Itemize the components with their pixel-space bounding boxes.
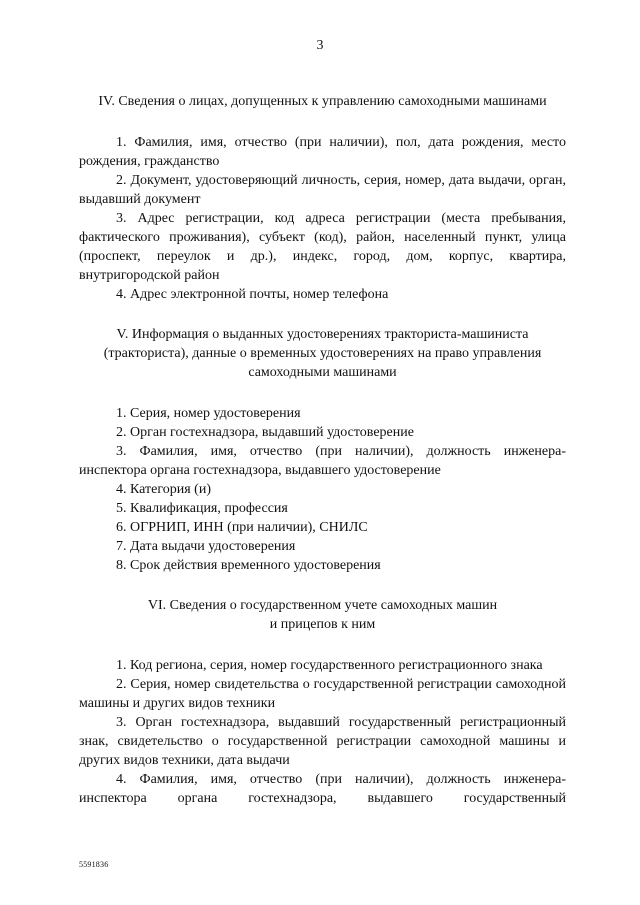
list-item: 1. Код региона, серия, номер государственного регистрационного знака xyxy=(116,658,543,673)
section-heading-line: (тракториста), данные о временных удостоверениях на право управления xyxy=(103,346,542,361)
list-item: 5. Квалификация, профессия xyxy=(116,501,288,516)
section-heading-line: IV. Сведения о лицах, допущенных к управлению самоходными машинами xyxy=(98,94,547,109)
section-heading-line: и прицепов к ним xyxy=(269,617,376,632)
document-body xyxy=(79,92,566,808)
section-v xyxy=(79,325,566,575)
section-heading xyxy=(79,596,566,634)
list-item: 2. Орган гостехнадзора, выдавший удостоверение xyxy=(116,425,414,440)
page-number: 3 xyxy=(316,38,324,53)
section-heading-line: V. Информация о выданных удостоверениях тракториста-машиниста xyxy=(116,327,529,342)
list-item: 4. Адрес электронной почты, номер телефона xyxy=(116,287,389,302)
list-item: 4. Фамилия, имя, отчество (при наличии), должность инженера-инспектора органа гостехнадзора, выдавшего государственный xyxy=(79,772,566,806)
list-item: 1. Серия, номер удостоверения xyxy=(116,406,301,421)
list-item: 7. Дата выдачи удостоверения xyxy=(116,539,296,554)
section-heading xyxy=(79,92,566,111)
section-iv xyxy=(79,92,566,304)
list-item: 6. ОГРНИП, ИНН (при наличии), СНИЛС xyxy=(116,520,368,535)
section-vi xyxy=(79,596,566,808)
section-heading xyxy=(79,325,566,382)
list-item: 2. Документ, удостоверяющий личность, серия, номер, дата выдачи, орган, выдавший документ xyxy=(79,173,566,207)
document-code: 5591836 xyxy=(79,860,109,869)
section-heading-line: VI. Сведения о государственном учете самоходных машин xyxy=(147,598,498,613)
list-item: 1. Фамилия, имя, отчество (при наличии), пол, дата рождения, место рождения, гражданство xyxy=(79,135,566,169)
list-item: 3. Орган гостехнадзора, выдавший государственный регистрационный знак, свидетельство о государственной регистрации самоходной машины и других видов техники, дата выдачи xyxy=(79,715,566,768)
list-item: 4. Категория (и) xyxy=(116,482,211,497)
section-heading-line: самоходными машинами xyxy=(248,365,397,380)
list-item: 8. Срок действия временного удостоверения xyxy=(116,558,381,573)
list-item: 3. Адрес регистрации, код адреса регистрации (места пребывания, фактического проживания), субъект (код), район, населенный пункт, улица (проспект, переулок и др.), индекс, город, дом, корпус, квартира, внутригородской район xyxy=(79,211,566,283)
list-item: 3. Фамилия, имя, отчество (при наличии), должность инженера-инспектора органа гостехнадзора, выдавшего удостоверение xyxy=(79,444,566,478)
list-item: 2. Серия, номер свидетельства о государственной регистрации самоходной машины и других видов техники xyxy=(79,677,566,711)
